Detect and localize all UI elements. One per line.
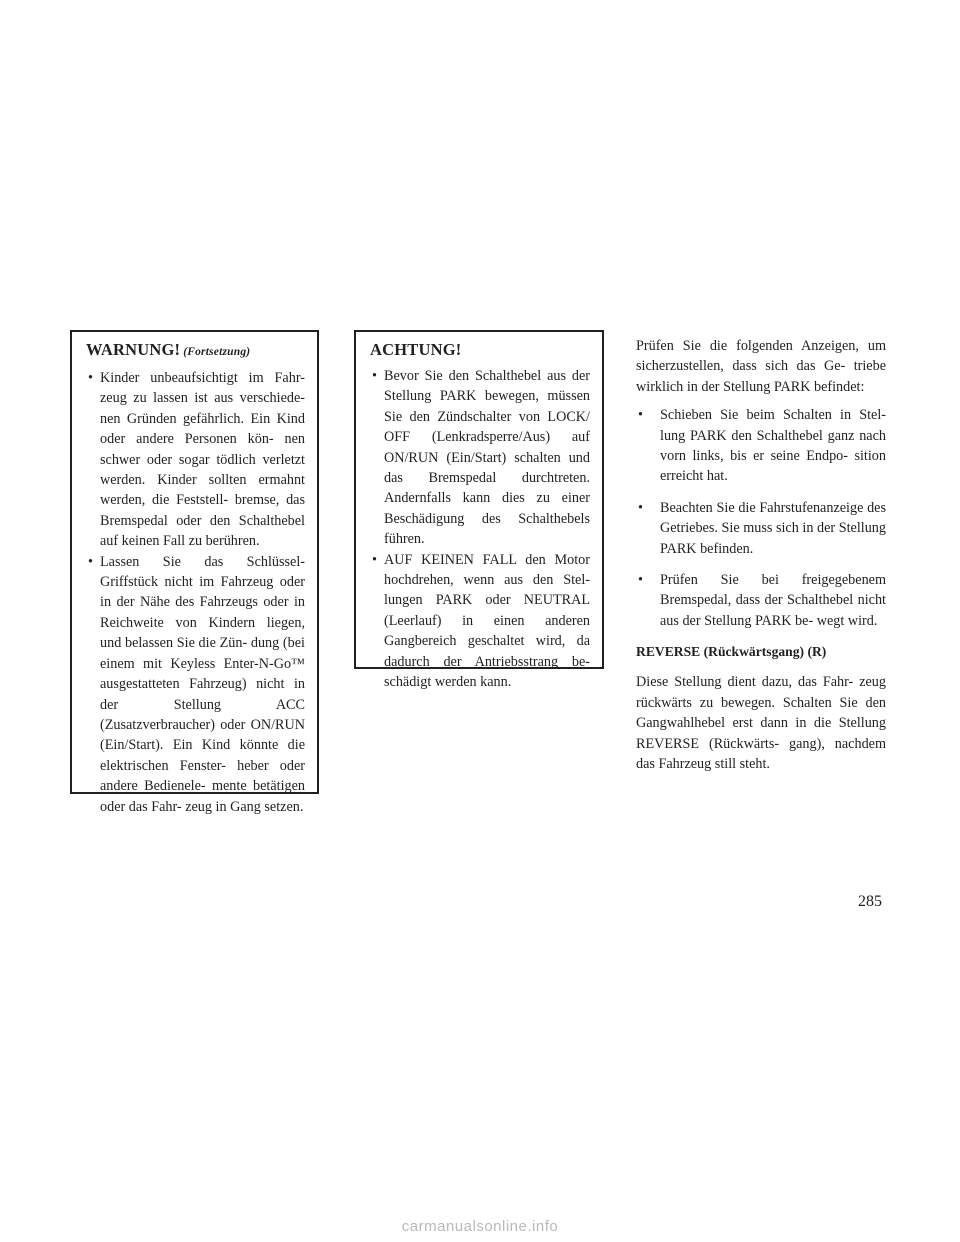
caution-heading: ACHTUNG! (370, 340, 462, 359)
warning-list (86, 368, 305, 817)
caution-list (370, 366, 590, 693)
caution-item: • Bevor Sie den Schalthebel aus der Stellung PARK bewegen, müssen Sie den Zündschalter von LOCK/ OFF (Lenkradsperre/Aus) auf ON/RUN (Ein/Start) schalten und das Bremspedal durchtreten. Andernfalls kann dies zu einer Beschädigung des Schalthebels führen. (370, 366, 590, 550)
watermark-link[interactable]: carmanualsonline.info (401, 1218, 559, 1235)
reverse-heading: REVERSE (Rückwärtsgang) (R) (636, 644, 827, 660)
warning-title: WARNUNG! (86, 340, 181, 359)
park-check-item: • Schieben Sie beim Schalten in Stel- lung PARK den Schalthebel ganz nach vorn links, bis er seine Endpo- sition erreicht hat. (636, 405, 886, 487)
caution-box (354, 330, 604, 691)
warning-item: • Lassen Sie das Schlüssel- Griffstück nicht im Fahrzeug oder in der Nähe des Fahrzeugs oder in Reichweite von Kindern liegen, und belassen Sie die Zün- dung (bei einem mit Keyless Enter-N-Go™ ausgestatteten Fahrzeug) nicht in der Stellung ACC (Zusatzverbraucher) oder ON/RUN (Ein/Start). Ein Kind könnte die elektrischen Fenster- heber oder andere Bedienele- mente betätigen oder das Fahr- zeug in Gang setzen. (86, 552, 305, 817)
page-number: 285 (858, 893, 882, 910)
warning-item: • Kinder unbeaufsichtigt im Fahr- zeug zu lassen ist aus verschiede- nen Gründen gefährlich. Ein Kind oder andere Personen kön- nen schwer oder sogar tödlich verletzt werden. Kinder sollten ermahnt werden, die Feststell- bremse, das Bremspedal oder den Schalthebel auf keinen Fall zu berühren. (86, 368, 305, 552)
park-check-intro: Prüfen Sie die folgenden Anzeigen, um sicherzustellen, dass sich das Ge- triebe wirklich in der Stellung PARK befindet: (636, 338, 886, 395)
reverse-description: Diese Stellung dient dazu, das Fahr- zeug rückwärts zu bewegen. Schalten Sie den Gangwahlhebel erst dann in die Stellung REVERSE (Rückwärts- gang), nachdem das Fahrzeug still steht. (636, 674, 886, 772)
caution-item: • AUF KEINEN FALL den Motor hochdrehen, wenn aus den Stel- lungen PARK oder NEUTRAL (Leerlauf) in einen anderen Gangbereich geschaltet wird, da dadurch der Antriebsstrang be- schädigt werden kann. (370, 550, 590, 693)
warning-continued-label: (Fortsetzung) (183, 346, 251, 358)
park-check-item: • Beachten Sie die Fahrstufenanzeige des Getriebes. Sie muss sich in der Stellung PARK befinden. (636, 498, 886, 559)
warning-box (70, 330, 319, 815)
park-check-list (636, 405, 886, 631)
right-column (636, 336, 886, 774)
park-check-item: • Prüfen Sie bei freigegebenem Bremspedal, dass der Schalthebel nicht aus der Stellung PARK be- wegt wird. (636, 570, 886, 631)
warning-heading (86, 340, 305, 362)
